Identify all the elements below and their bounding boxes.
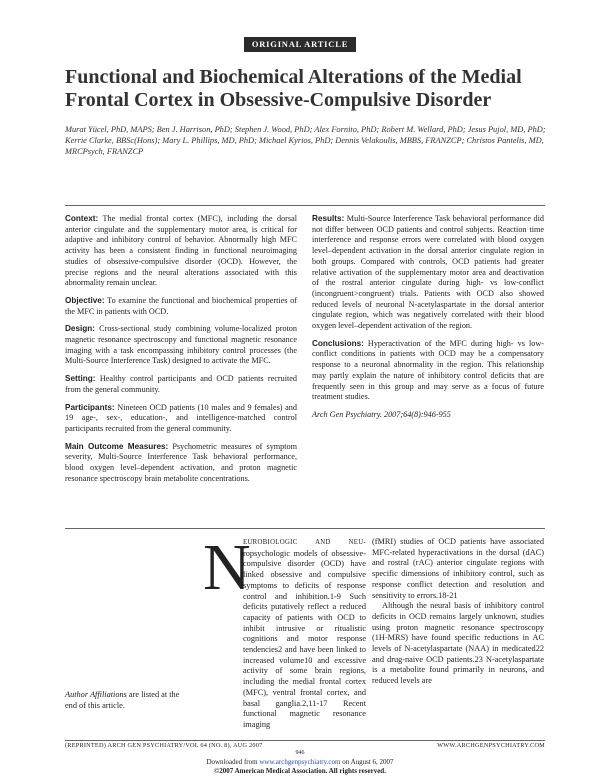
participants-label: Participants: bbox=[65, 402, 115, 412]
objective-text: To examine the functional and biochemical properties of the MFC in patients with OCD. bbox=[65, 295, 297, 316]
author-list: Murat Yücel, PhD, MAPS; Ben J. Harrison, PhD; Stephen J. Wood, PhD; Alex Fornito, PhD; Robert M. Wellard, PhD; Jesus Pujol, MD, PhD; Kerrie Clarke, BBSc(Hons); Mary L. Phillips, MD, PhD; Michael Kyrios, PhD; Dennis Velakoulis, MBBS, FRANZCP; Christos Pantelis, MD, MRCPsych, FRANZCP bbox=[65, 125, 546, 156]
footer-website: WWW.ARCHGENPSYCHIATRY.COM bbox=[437, 742, 545, 749]
context-label: Context: bbox=[65, 214, 99, 223]
abstract-outcome bbox=[65, 442, 297, 485]
body-right-column bbox=[372, 537, 544, 687]
author-affiliations-note bbox=[65, 690, 183, 711]
divider-bottom bbox=[65, 740, 545, 741]
abstract-results bbox=[312, 214, 544, 332]
setting-label: Setting: bbox=[65, 374, 96, 384]
divider-top bbox=[65, 205, 545, 206]
body-paragraph-1: (fMRI) studies of OCD patients have associated MFC-related hyperactivations in the dorsal (dAC) and rostral (rAC) anterior cingulate regions with specific dimensions of inhibitory control, such as response conflict detection and resolution and sensitivity to errors.18-21 bbox=[372, 537, 544, 600]
body-left-column bbox=[188, 531, 366, 731]
context-text: The medial frontal cortex (MFC), including the dorsal anterior cingulate and the supplementary motor area, is critical for adaptive and inhibitory control of behavior. Abnormally high MFC activity has been a consistent finding in functional neuroimaging studies of obsessive-compulsive disorder (OCD). However, the precise regions and the neural alterations associated with this abnormality remain unclear. bbox=[65, 214, 297, 288]
abstract-design bbox=[65, 324, 297, 367]
journal-citation: Arch Gen Psychiatry. 2007;64(8):946-955 bbox=[312, 409, 451, 419]
participants-text: Nineteen OCD patients (10 males and 9 females) and 19 age-, sex-, education-, and intelligence-matched control participants recruited from the general community. bbox=[65, 402, 297, 433]
abstract-conclusions bbox=[312, 339, 544, 403]
abstract-left-column bbox=[65, 214, 297, 491]
lead-rest: ropsychologic models of obsessive-compulsive disorder (OCD) have linked obsessive and compulsive symptoms to deficits of response control and inhibition.1-9 Such deficits putatively reflect a reduced capacity of patients with OCD to inhibit intrusive or ritualistic cognitions and motor response tendencies2 and have been linked to increased volume10 and excessive activity of some brain regions, including the medial frontal cortex (MFC), ventral frontal cortex, and basal ganglia.2,11-17 Recent functional magnetic resonance imaging bbox=[243, 548, 366, 729]
download-notice bbox=[0, 758, 600, 766]
page-footer bbox=[65, 742, 545, 749]
affiliations-text: are listed at the end of this article. bbox=[65, 690, 180, 710]
results-label: Results: bbox=[312, 214, 345, 223]
conclusions-text: Hyperactivation of the MFC during high- vs low-conflict conditions in patients with OCD may be a compensatory response to a neuronal abnormality in the region. This relationship may partly explain the nature of inhibitory control deficits that are frequently seen in this group and may serve as a focus of future treatment studies. bbox=[312, 338, 544, 402]
section-tag: ORIGINAL ARTICLE bbox=[244, 37, 356, 52]
abstract-participants bbox=[65, 403, 297, 435]
abstract-setting bbox=[65, 374, 297, 395]
footer-journal-info: (REPRINTED) ARCH GEN PSYCHIATRY/VOL 64 (NO. 8), AUG 2007 bbox=[65, 742, 263, 749]
outcome-text: Psychometric measures of symptom severity, Multi-Source Interference Task behavioral performance, blood oxygen level–dependent activation, and proton magnetic resonance spectroscopy brain metabolite concentrations. bbox=[65, 441, 297, 483]
download-link[interactable]: www.archgenpsychiatry.com bbox=[259, 758, 341, 766]
abstract-objective bbox=[65, 296, 297, 317]
design-label: Design: bbox=[65, 324, 96, 334]
download-prefix: Downloaded from bbox=[206, 758, 260, 766]
results-text: Multi-Source Interference Task behavioral performance did not differ between OCD patients and control subjects. Reaction time interference and response errors were correlated with blood oxygen level–dependent activation in the dorsal anterior cingulate region in both groups. Compared with controls, OCD patients had greater relative activation of the supplementary motor area and deactivation of the rostral anterior cingulate during high- vs low-conflict (incongruent>congruent) trials. Patients with OCD also showed reduced levels of neuronal N-acetylaspartate in the dorsal anterior cingulate region, which was negatively correlated with their blood oxygen level–dependent activation of the region. bbox=[312, 214, 544, 331]
setting-text: Healthy control participants and OCD patients recruited from the general community. bbox=[65, 374, 297, 394]
affiliations-label: Author Affiliations bbox=[65, 690, 127, 699]
drop-cap: N bbox=[203, 531, 251, 604]
lead-text bbox=[188, 531, 366, 731]
abstract-context bbox=[65, 214, 297, 289]
lead-smallcaps: EUROBIOLOGIC AND NEU- bbox=[243, 539, 366, 546]
abstract-right-column bbox=[312, 214, 544, 428]
copyright-notice: ©2007 American Medical Association. All rights reserved. bbox=[214, 767, 386, 775]
design-text: Cross-sectional study combining volume-localized proton magnetic resonance spectroscopy and functional magnetic resonance imaging with a task encompassing inhibitory control processes (the Multi-Source Interference Task) designed to activate the MFC. bbox=[65, 324, 297, 366]
download-suffix: on August 6, 2007 bbox=[340, 758, 394, 766]
conclusions-label: Conclusions: bbox=[312, 338, 364, 348]
objective-label: Objective: bbox=[65, 295, 105, 305]
article-title: Functional and Biochemical Alterations of the Medial Frontal Cortex in Obsessive-Compulsive Disorder bbox=[65, 66, 522, 111]
page-number: 946 bbox=[295, 750, 305, 756]
outcome-label: Main Outcome Measures: bbox=[65, 441, 169, 451]
body-paragraph-2: Although the neural basis of inhibitory control deficits in OCD remains largely unknown, studies using proton magnetic resonance spectroscopy (1H-MRS) have found specific reductions in AC levels of N-acetylaspartate (NAA) in medicated22 and drug-naive OCD patients.23 N-acetylaspartate is a metabolite found primarily in neurons, and reduced levels are bbox=[372, 601, 544, 686]
divider-middle bbox=[65, 528, 545, 529]
body-intro-paragraph bbox=[188, 531, 366, 731]
